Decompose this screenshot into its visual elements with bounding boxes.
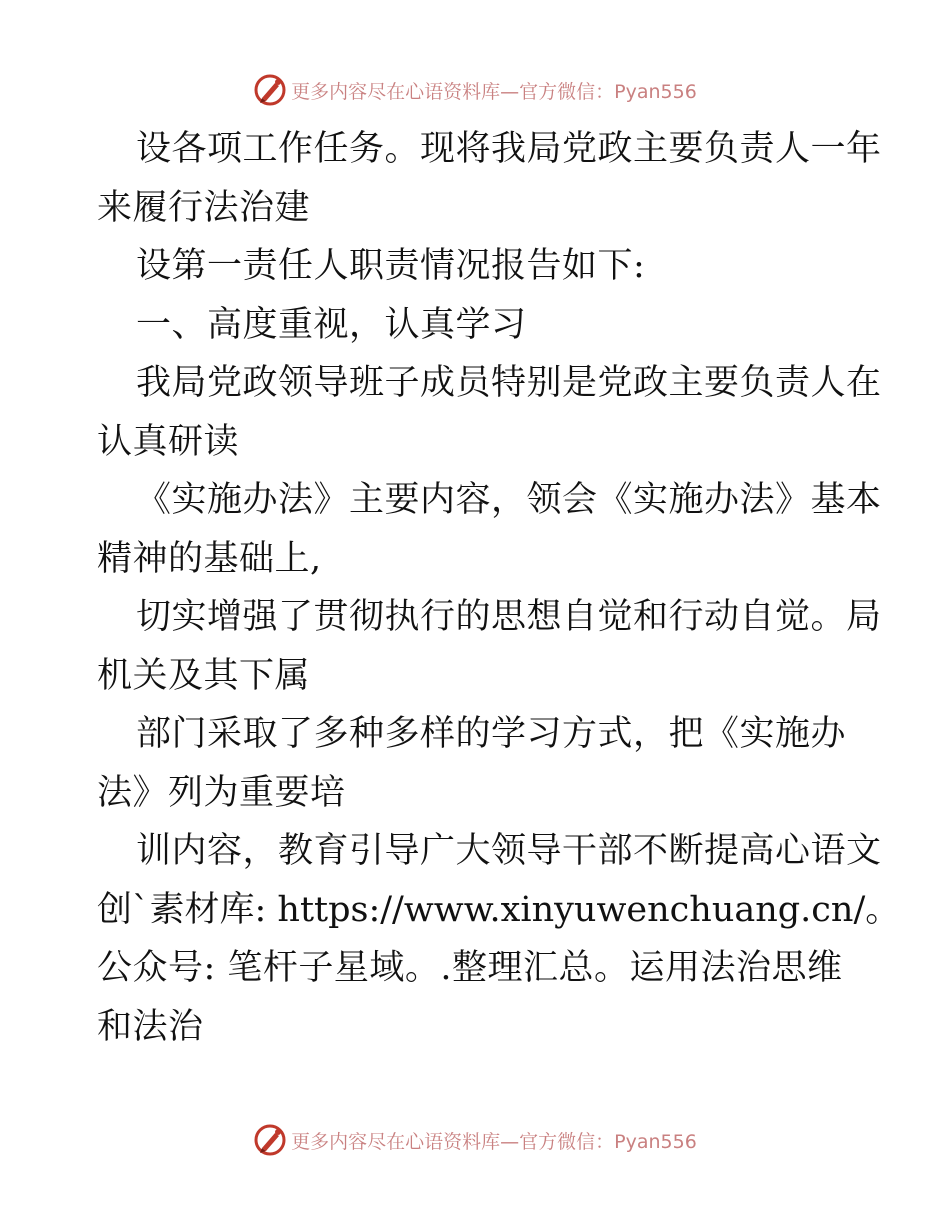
section-heading: 一、高度重视，认真学习 <box>136 304 527 345</box>
body-line: 法》列为重要培 <box>97 772 346 813</box>
body-line: 机关及其下属 <box>97 655 311 696</box>
body-line: 部门采取了多种多样的学习方式，把《实施办 <box>136 714 847 754</box>
body-line-url: 创`素材库: https://www.xinyuwenchuang.cn/。 <box>97 889 901 930</box>
body-line: 《实施办法》主要内容，领会《实施办法》基本 <box>136 480 882 520</box>
pen-logo-icon <box>253 73 287 107</box>
body-line: 切实增强了贯彻执行的思想自觉和行动自觉。局 <box>136 597 882 637</box>
body-line: 公众号: 笔杆子星域。.整理汇总。运用法治思维 <box>97 948 843 988</box>
pen-logo-icon <box>253 1123 287 1157</box>
body-line: 设各项工作任务。现将我局党政主要负责人一年 <box>136 129 882 169</box>
body-line: 精神的基础上, <box>97 538 322 579</box>
body-line: 来履行法治建 <box>97 187 311 228</box>
body-line: 训内容，教育引导广大领导干部不断提高心语文 <box>136 831 882 871</box>
header-banner <box>0 70 950 110</box>
body-line: 我局党政领导班子成员特别是党政主要负责人在 <box>136 363 882 403</box>
body-line: 认真研读 <box>97 421 240 462</box>
footer-banner <box>0 1120 950 1160</box>
body-line: 设第一责任人职责情况报告如下: <box>136 246 646 286</box>
header-banner-text: 更多内容尽在心语资料库—官方微信：Pyan556 <box>291 80 697 103</box>
footer-banner-text: 更多内容尽在心语资料库—官方微信：Pyan556 <box>291 1130 697 1153</box>
footer-wechat-id: Pyan556 <box>614 1130 697 1153</box>
document-body <box>97 120 901 1056</box>
header-wechat-id: Pyan556 <box>614 80 697 103</box>
body-line: 和法治 <box>97 1006 204 1047</box>
